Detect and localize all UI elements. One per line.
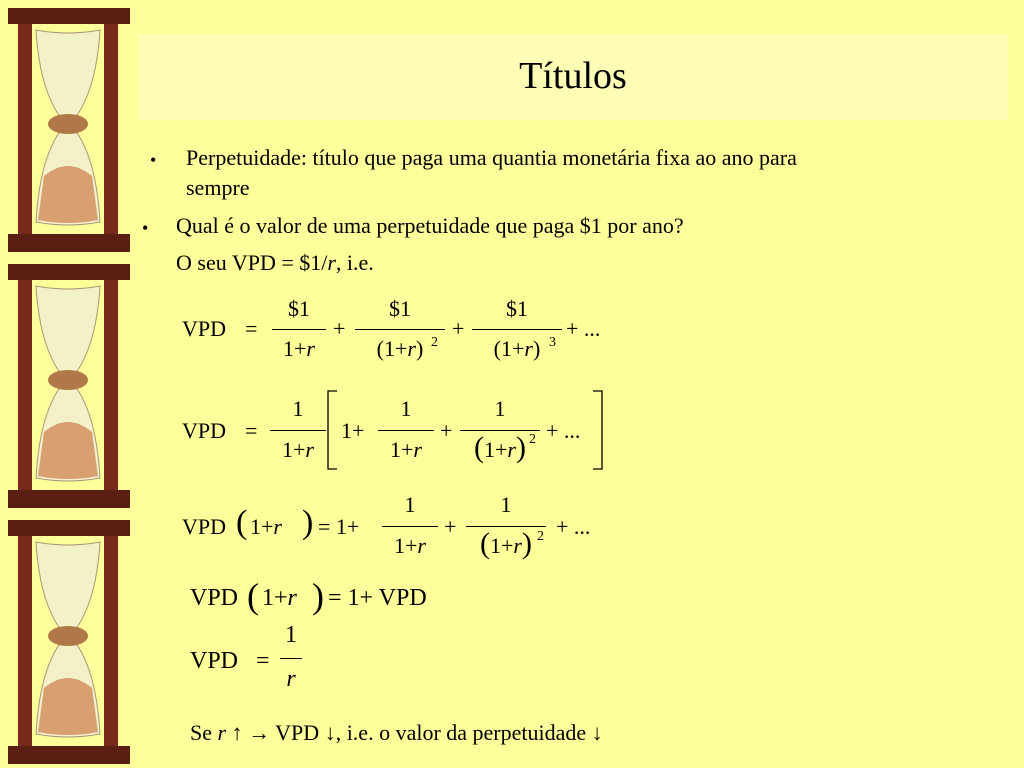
paren: ( <box>236 504 248 541</box>
bullet-marker: • <box>142 218 149 238</box>
paren-term: 1+r <box>250 514 282 539</box>
fraction <box>466 492 546 566</box>
fraction <box>272 296 326 370</box>
vpd-label: VPD <box>182 418 227 443</box>
paren: ) <box>302 504 314 541</box>
bullet-text-continued: sempre <box>186 175 250 200</box>
denominator: 1+r <box>394 533 426 558</box>
fraction <box>270 396 326 470</box>
right-arrow-icon: → <box>248 720 271 745</box>
paren-term: 1+r <box>262 585 297 611</box>
paren: ) <box>312 576 324 616</box>
denominator: (1+r) <box>474 431 526 464</box>
denominator: 1+r <box>282 437 314 462</box>
left-bracket <box>325 390 341 470</box>
exponent: 2 <box>537 529 544 544</box>
down-arrow-icon: ↓ <box>591 720 603 745</box>
fraction <box>280 622 302 700</box>
fraction <box>472 296 562 370</box>
denominator: (1+r) <box>480 527 532 560</box>
exponent: 2 <box>431 335 438 350</box>
bullet-text: Perpetuidade: título que paga uma quantia monetária fixa ao ano para <box>186 145 797 170</box>
down-arrow-icon: ↓ <box>324 720 336 745</box>
denominator: (1+r) <box>493 336 541 361</box>
plus-ellipsis: + ... <box>556 514 591 539</box>
equals-term: = 1+ VPD <box>328 585 427 611</box>
right-bracket <box>590 390 606 470</box>
fraction <box>460 396 540 470</box>
vpd-label: VPD <box>182 316 227 341</box>
numerator: 1 <box>285 622 297 648</box>
vpd-label: VPD <box>190 648 239 674</box>
bullet-marker: • <box>150 150 157 170</box>
numerator: 1 <box>292 396 304 421</box>
denominator: 1+r <box>283 336 315 361</box>
fraction <box>382 492 438 566</box>
plus-ellipsis: + ... <box>546 418 581 443</box>
exponent: 3 <box>549 335 556 350</box>
denominator: (1+r) <box>376 336 424 361</box>
vpd-definition: O seu VPD = $1/r, i.e. <box>176 250 374 275</box>
equals-sign: = <box>245 418 258 443</box>
hourglass-icon <box>4 518 134 768</box>
hourglass-icon <box>4 6 134 256</box>
fraction <box>378 396 434 470</box>
denominator: 1+r <box>390 437 422 462</box>
equals-term: = 1+ <box>318 514 360 539</box>
plus-sign: + <box>444 514 457 539</box>
denominator: r <box>286 666 296 692</box>
bullet-text: Qual é o valor de uma perpetuidade que paga $1 por ano? <box>176 213 684 238</box>
equals-sign: = <box>245 316 258 341</box>
bracket-term: 1+ <box>341 418 365 443</box>
page-title: Títulos <box>519 55 627 97</box>
vpd-label: VPD <box>190 585 239 611</box>
numerator: $1 <box>288 296 310 321</box>
numerator: 1 <box>494 396 506 421</box>
numerator: 1 <box>404 492 416 517</box>
up-arrow-icon: ↑ <box>231 720 243 745</box>
numerator: $1 <box>389 296 411 321</box>
equals-sign: = <box>256 648 270 674</box>
plus-ellipsis: + ... <box>566 316 601 341</box>
plus-sign: + <box>452 316 465 341</box>
hourglass-icon <box>4 262 134 512</box>
numerator: $1 <box>506 296 528 321</box>
numerator: 1 <box>400 396 412 421</box>
title-band <box>138 34 1008 120</box>
plus-sign: + <box>440 418 453 443</box>
paren: ( <box>247 576 259 616</box>
numerator: 1 <box>500 492 512 517</box>
exponent: 2 <box>529 432 536 447</box>
hourglass-sidebar <box>0 0 140 768</box>
plus-sign: + <box>333 316 346 341</box>
fraction <box>355 296 445 370</box>
vpd-label: VPD <box>182 514 227 539</box>
conclusion-line: Se r ↑ → VPD ↓, i.e. o valor da perpetuidade ↓ <box>190 720 603 745</box>
